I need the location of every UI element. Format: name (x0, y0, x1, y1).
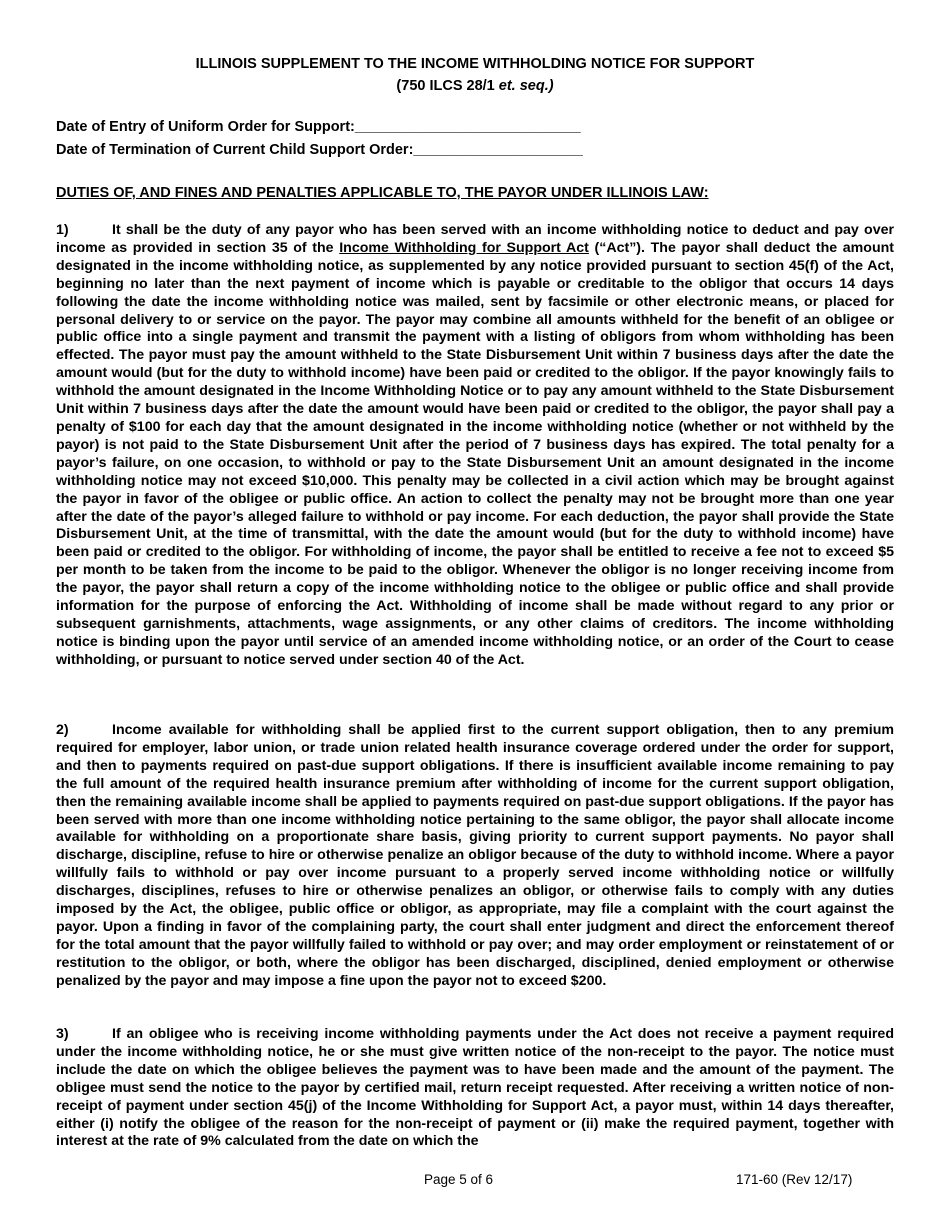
entry-date-field (56, 119, 581, 135)
entry-date-label: Date of Entry of Uniform Order for Support: (56, 119, 355, 135)
paragraph-text: If an obligee who is receiving income withholding payments under the Act does not receive a payment required under the income withholding notice, he or she must give written notice of the non-receipt to the payor. The notice must include the date on which the obligee believes the payment was to have been made and the amount of the payment. The obligee must send the notice to the payor by certified mail, return receipt requested. After receiving a written notice of non-receipt of payment under section 45(j) of the Income Withholding for Support Act, a payor must, within 14 days thereafter, either (i) notify the obligee of the reason for the non-receipt of payment or (ii) make the required payment, together with interest at the rate of 9% calculated from the date on which the (56, 1026, 894, 1150)
paragraph-text: It shall be the duty of any payor who has been served with an income withholding notice to deduct and pay over income as provided in section 35 of the (56, 222, 894, 256)
document-title: ILLINOIS SUPPLEMENT TO THE INCOME WITHHOLDING NOTICE FOR SUPPORT (195, 56, 755, 72)
paragraph-text-continued: (“Act”). The payor shall deduct the amount designated in the income withholding notice, as supplemented by any notice provided pursuant to section 45(f) of the Act, beginning no later than the next payment of income which is payable or creditable to the obligor that occurs 14 days following the date the income withholding notice was mailed, sent by facsimile or other electronic means, or placed for personal delivery to or service on the payor. The payor may combine all amounts withheld for the benefit of an obligee or public office into a single payment and transmit the payment with a listing of obligors from whom withholding has been effected. The payor must pay the amount withheld to the State Disbursement Unit within 7 business days after the date the amount would (but for the duty to withhold income) have been paid or credited to the obligor. If the payor knowingly fails to withhold the amount designated in the Income Withholding Notice or to pay any amount withheld to the State Disbursement Unit within 7 business days after the date the amount would have been paid or credited to the obligor, the payor shall pay a penalty of $100 for each day that the amount designated in the income withholding notice (whether or not withheld by the payor) is not paid to the State Disbursement Unit after the period of 7 business days has expired. The total penalty for a payor’s failure, on one occasion, to withhold or pay to the State Disbursement Unit an amount designated in the income withholding notice may not exceed $10,000. This penalty may be collected in a civil action which may be brought against the payor in favor of the obligee or public office. An action to collect the penalty may not be brought more than one year after the date of the payor’s alleged failure to withhold or pay income. For each deduction, the payor shall provide the State Disbursement Unit, at the time of transmittal, with the date the amount would (but for the duty to withhold income) have been paid or credited to the obligor. For withholding of income, the payor shall be entitled to receive a fee not to exceed $5 per month to be taken from the income to be paid to the obligor. Whenever the obligor is no longer receiving income from the payor, the payor shall return a copy of the income withholding notice to the obligee or public office and shall provide information for the purpose of enforcing the Act. Withholding of income shall be made without regard to any prior or subsequent garnishments, attachments, wage assignments, or any other claims of creditors. The income withholding notice is binding upon the payor until service of an amended income withholding notice, or an order of the Court to cease withholding, or pursuant to notice served under section 40 of the Act. (56, 239, 895, 668)
section-heading: DUTIES OF, AND FINES AND PENALTIES APPLICABLE TO, THE PAYOR UNDER ILLINOIS LAW: (56, 185, 709, 201)
statute-citation (56, 78, 894, 94)
paragraph-2 (56, 722, 894, 991)
termination-date-field (56, 142, 583, 158)
paragraph-text: Income available for withholding shall be applied first to the current support obligation, then to any premium required for employer, labor union, or trade union related health insurance coverage ordered under the order for support, and then to payments required on past-due support obligations. If there is insufficient available income remaining to pay the full amount of the required health insurance premium after withholding of income for the current support obligation, then the remaining available income shall be applied to payments required on past-due support obligations. If the payor has been served with more than one income withholding notice pertaining to the same obligor, the payor shall allocate income available for withholding on a proportionate share basis, giving priority to current support payments. No payor shall discharge, discipline, refuse to hire or otherwise penalize an obligor because of the duty to withhold income. Where a payor willfully fails to withhold or pay over income pursuant to a properly served income withholding notice or willfully discharges, disciplines, refuses to hire or otherwise penalizes an obligor, or otherwise fails to comply with any duties imposed by the Act, the obligee, public office or obligor, as appropriate, may file a complaint with the court against the payor. Upon a finding in favor of the complaining party, the court shall enter judgment and direct the enforcement thereof for the total amount that the payor willfully failed to withhold or pay over; and may order employment or reinstatement of or restitution to the obligor, or both, where the obligor has been discharged, disciplined, denied employment or otherwise penalized by the payor and may impose a fine upon the payor not to exceed $200. (56, 722, 894, 989)
paragraph-number: 3) (56, 1026, 69, 1042)
paragraph-3 (56, 1026, 894, 1151)
citation-text: (750 ILCS 28/1 (396, 78, 499, 94)
act-name-link: Income Withholding for Support Act (339, 239, 589, 256)
page-number: Page 5 of 6 (424, 1172, 494, 1187)
termination-date-label: Date of Termination of Current Child Support Order: (56, 142, 414, 158)
form-number: 171-60 (Rev 12/17) (736, 1172, 853, 1187)
citation-italic: et. seq.) (498, 78, 554, 94)
paragraph-number: 1) (56, 222, 69, 238)
paragraph-number: 2) (56, 722, 69, 738)
termination-date-blank[interactable]: _____________________ (413, 142, 583, 158)
paragraph-1 (56, 222, 894, 670)
entry-date-blank[interactable]: ____________________________ (354, 119, 581, 135)
